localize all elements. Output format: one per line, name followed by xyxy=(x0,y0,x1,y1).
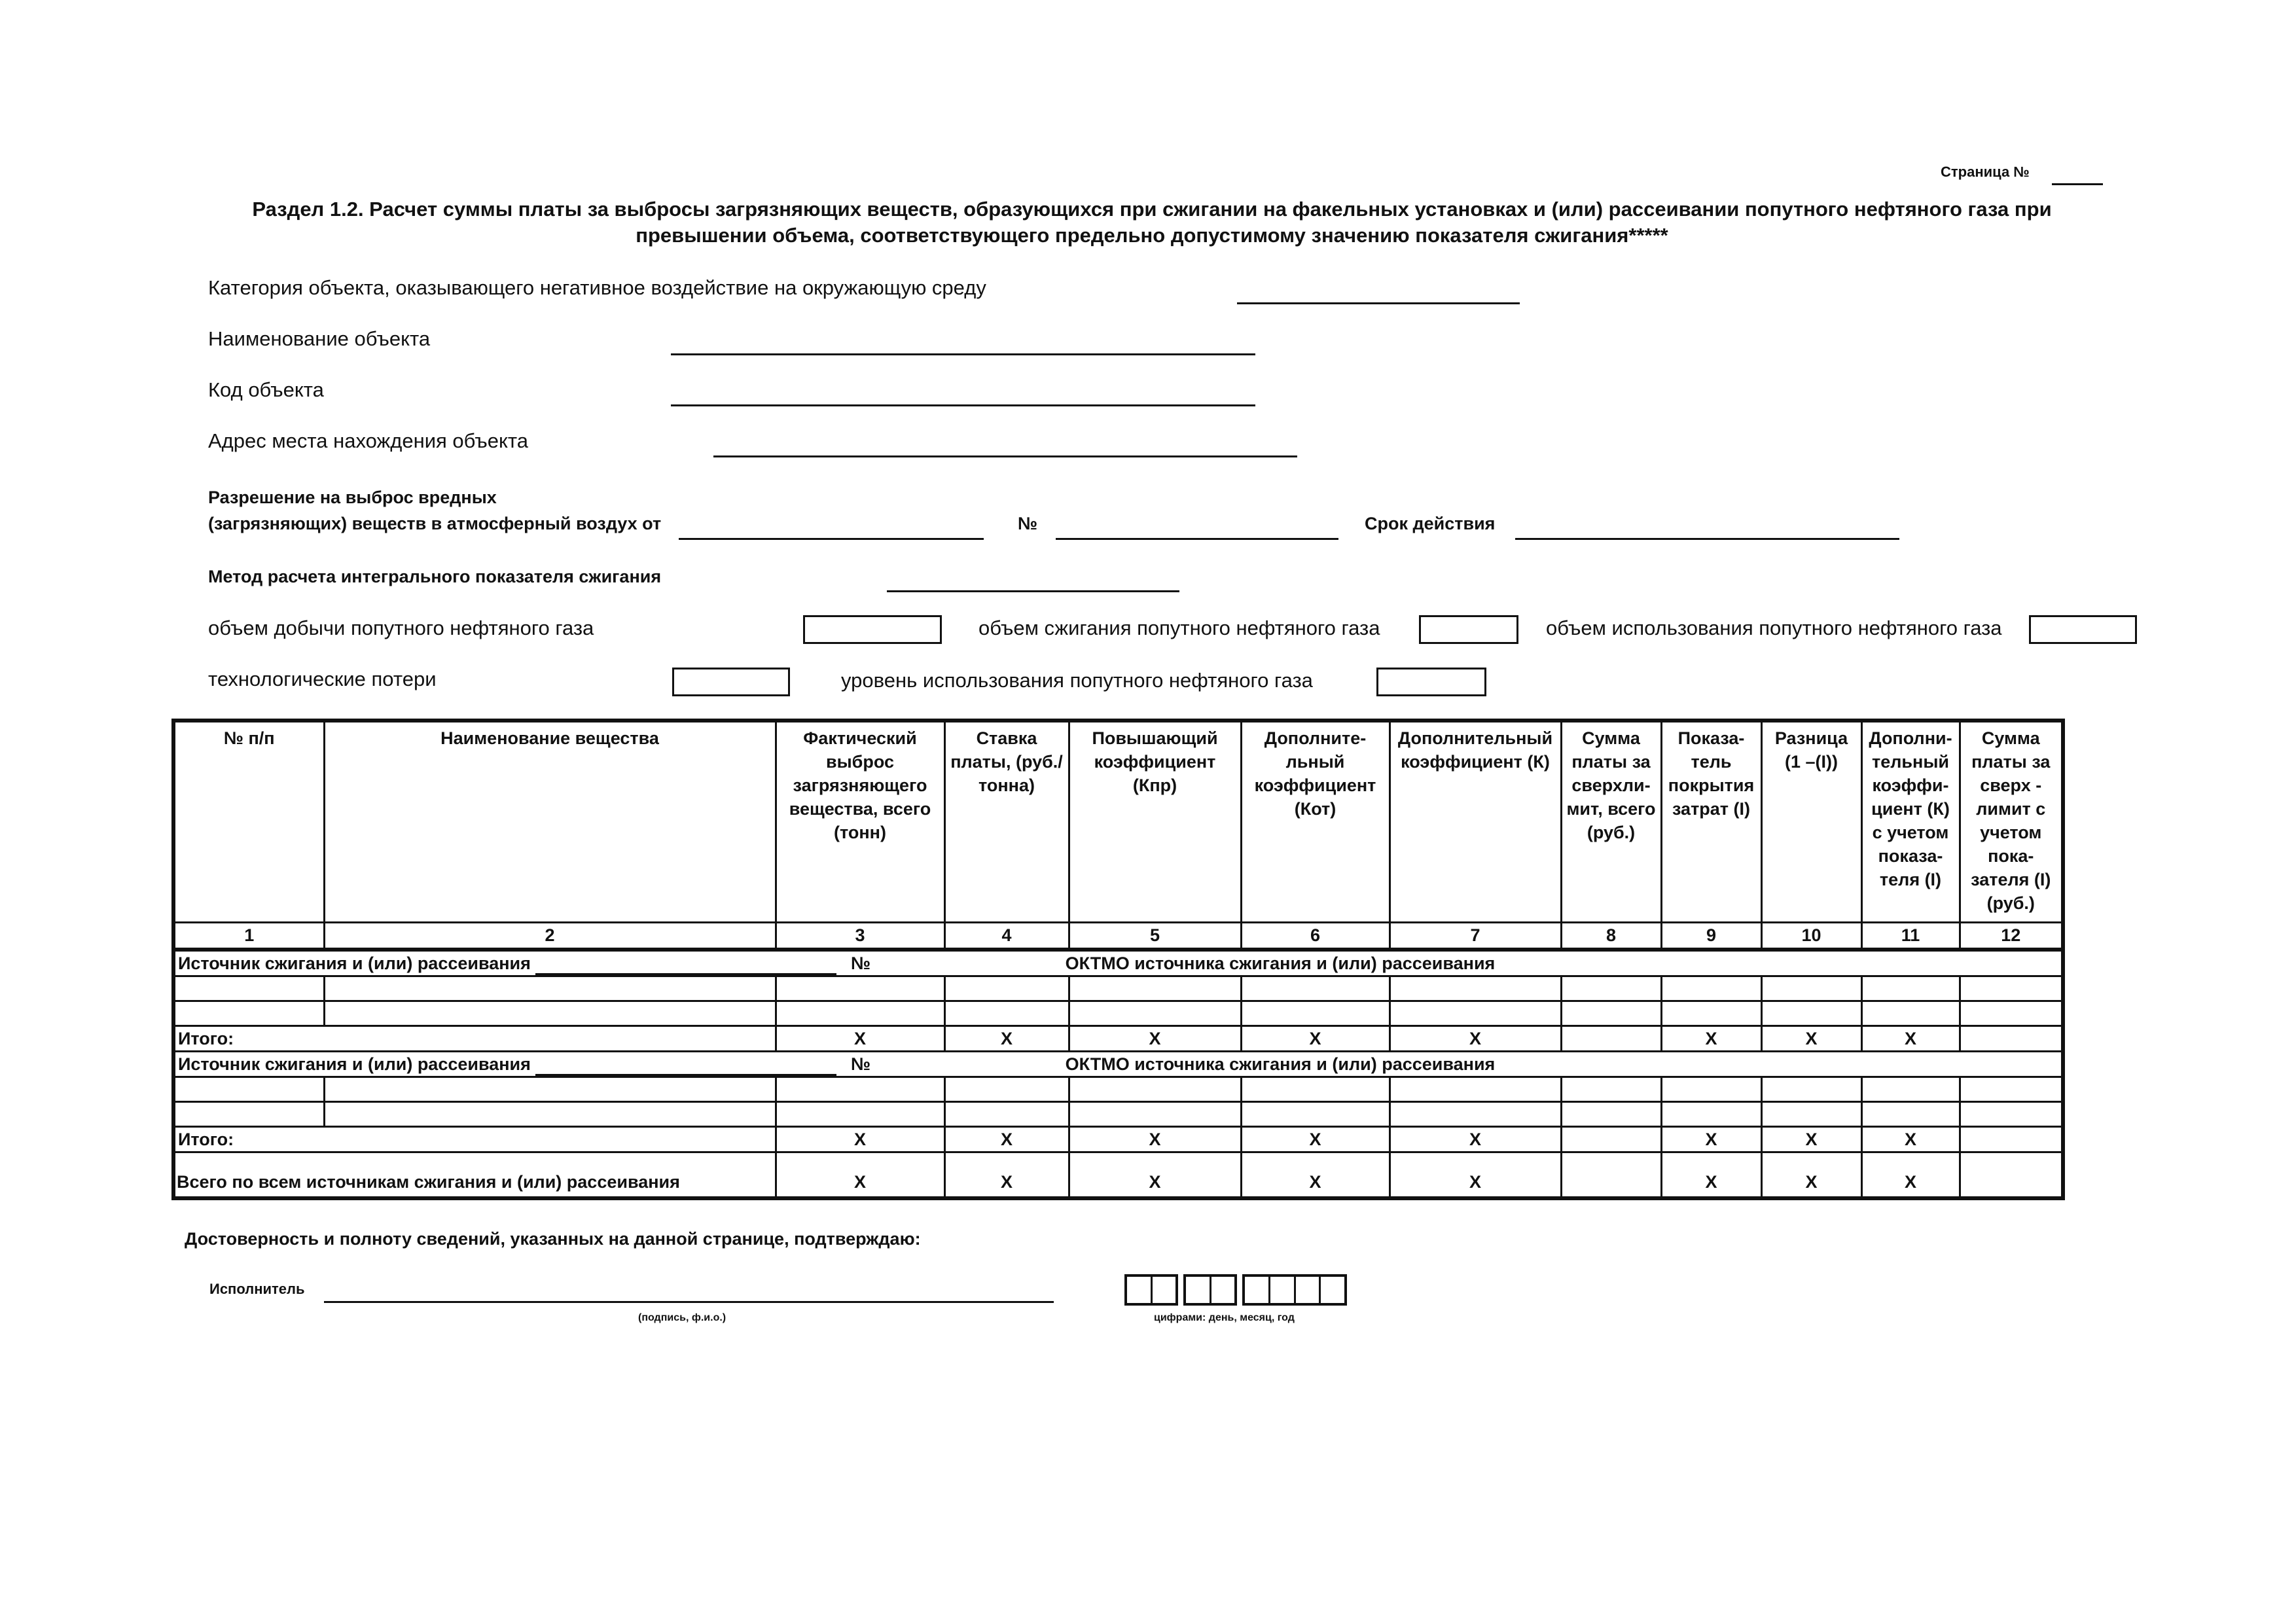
x-mark: X xyxy=(1661,1152,1761,1198)
header-cell: Ставка платы, (руб./тонна) xyxy=(944,721,1069,922)
column-number: 7 xyxy=(1390,922,1561,950)
date-month-box[interactable] xyxy=(1183,1274,1237,1306)
total-row xyxy=(173,1026,2063,1052)
source-cell xyxy=(173,1052,2063,1077)
address-field[interactable] xyxy=(713,455,1297,457)
usage-level-box[interactable] xyxy=(1376,668,1486,696)
source-cell xyxy=(173,950,2063,976)
production-volume-box[interactable] xyxy=(803,615,942,644)
source-label: Источник сжигания и (или) рассеивания xyxy=(178,954,531,973)
header-cell: Дополни-тельный коэффи-циент (К) с учетом показа-теля (I) xyxy=(1861,721,1960,922)
x-mark: X xyxy=(1761,1127,1861,1152)
x-mark: X xyxy=(1069,1152,1241,1198)
date-year-box[interactable] xyxy=(1242,1274,1347,1306)
method-field[interactable] xyxy=(887,590,1179,592)
x-mark: X xyxy=(776,1152,944,1198)
burning-volume-box[interactable] xyxy=(1419,615,1518,644)
x-mark: X xyxy=(944,1127,1069,1152)
source-row xyxy=(173,950,2063,976)
executor-label: Исполнитель xyxy=(209,1281,305,1297)
x-mark: X xyxy=(944,1152,1069,1198)
object-name-field[interactable] xyxy=(671,353,1255,355)
column-number: 5 xyxy=(1069,922,1241,950)
oktmo-label: ОКТМО источника сжигания и (или) рассеивания xyxy=(1065,1054,1496,1074)
tech-losses-label: технологические потери xyxy=(208,668,437,690)
header-cell: Дополните-льный коэффициент (Кот) xyxy=(1241,721,1390,922)
object-name-label: Наименование объекта xyxy=(208,327,431,350)
source-name-field[interactable] xyxy=(535,1057,836,1076)
x-mark: X xyxy=(1069,1026,1241,1052)
total-row xyxy=(173,1127,2063,1152)
usage-volume-label: объем использования попутного нефтяного газа xyxy=(1546,616,2002,639)
page-number-label: Страница № xyxy=(1941,164,2030,180)
x-mark: X xyxy=(944,1026,1069,1052)
total-label: Итого: xyxy=(173,1127,776,1152)
permit-label-line1: Разрешение на выброс вредных xyxy=(208,488,497,507)
column-number: 6 xyxy=(1241,922,1390,950)
x-mark: X xyxy=(1661,1026,1761,1052)
header-cell: № п/п xyxy=(173,721,324,922)
column-number: 4 xyxy=(944,922,1069,950)
x-mark: X xyxy=(1390,1152,1561,1198)
x-mark: X xyxy=(1761,1026,1861,1052)
method-label: Метод расчета интегрального показателя сжигания xyxy=(208,567,662,586)
header-cell: Дополнительный коэффициент (К) xyxy=(1390,721,1561,922)
table-row[interactable] xyxy=(173,1077,2063,1102)
total-label: Итого: xyxy=(173,1026,776,1052)
header-cell: Разница (1 –(I)) xyxy=(1761,721,1861,922)
page-number-field[interactable] xyxy=(2052,183,2103,185)
tech-losses-box[interactable] xyxy=(672,668,790,696)
total-sum-cell[interactable] xyxy=(1960,1127,2063,1152)
table-row[interactable] xyxy=(173,976,2063,1001)
column-number: 10 xyxy=(1761,922,1861,950)
permit-label-line2: (загрязняющих) веществ в атмосферный воздух от xyxy=(208,514,662,533)
total-sum-cell[interactable] xyxy=(1561,1026,1661,1052)
x-mark: X xyxy=(1390,1127,1561,1152)
permit-number-field[interactable] xyxy=(1056,538,1338,540)
x-mark: X xyxy=(1241,1026,1390,1052)
x-mark: X xyxy=(1069,1127,1241,1152)
x-mark: X xyxy=(1390,1026,1561,1052)
column-number-row xyxy=(173,922,2063,950)
source-row xyxy=(173,1052,2063,1077)
category-label: Категория объекта, оказывающего негативное воздействие на окружающую среду xyxy=(208,276,986,299)
x-mark: X xyxy=(1861,1127,1960,1152)
table-header-row xyxy=(173,721,2063,922)
object-code-field[interactable] xyxy=(671,404,1255,406)
grand-total-sum-cell[interactable] xyxy=(1960,1152,2063,1198)
executor-signature-field[interactable] xyxy=(324,1301,1054,1303)
column-number: 9 xyxy=(1661,922,1761,950)
header-cell: Повышающий коэффициент (Кпр) xyxy=(1069,721,1241,922)
source-number-sign: № xyxy=(850,954,871,973)
grand-total-sum-cell[interactable] xyxy=(1561,1152,1661,1198)
x-mark: X xyxy=(776,1026,944,1052)
x-mark: X xyxy=(1241,1127,1390,1152)
x-mark: X xyxy=(776,1127,944,1152)
column-number: 8 xyxy=(1561,922,1661,950)
oktmo-label: ОКТМО источника сжигания и (или) рассеивания xyxy=(1065,954,1496,973)
header-cell: Сумма платы за сверх - лимит с учетом пока-зателя (I) (руб.) xyxy=(1960,721,2063,922)
column-number: 11 xyxy=(1861,922,1960,950)
x-mark: X xyxy=(1861,1152,1960,1198)
permit-number-sign: № xyxy=(1018,514,1038,533)
section-title: Раздел 1.2. Расчет суммы платы за выбросы загрязняющих веществ, образующихся при сжигании на факельных установках и (или) рассеивании попутного нефтяного газа при превышении объема, соответствующего предельно допустимому значению показателя сжигания***** xyxy=(252,198,2052,247)
header-cell: Сумма платы за сверхли-мит, всего (руб.) xyxy=(1561,721,1661,922)
x-mark: X xyxy=(1661,1127,1761,1152)
validity-field[interactable] xyxy=(1515,538,1899,540)
permit-date-field[interactable] xyxy=(679,538,984,540)
signature-caption: (подпись, ф.и.о.) xyxy=(638,1312,726,1323)
column-number: 3 xyxy=(776,922,944,950)
calculation-table xyxy=(171,719,2065,1200)
header-cell: Показа-тель покрытия затрат (I) xyxy=(1661,721,1761,922)
date-caption: цифрами: день, месяц, год xyxy=(1154,1312,1295,1323)
column-number: 2 xyxy=(324,922,776,950)
grand-total-row xyxy=(173,1152,2063,1198)
usage-volume-box[interactable] xyxy=(2029,615,2137,644)
source-number-sign: № xyxy=(850,1054,871,1074)
header-cell: Наименование вещества xyxy=(324,721,776,922)
object-code-label: Код объекта xyxy=(208,378,324,401)
validity-label: Срок действия xyxy=(1365,514,1496,533)
x-mark: X xyxy=(1761,1152,1861,1198)
grand-total-label: Всего по всем источникам сжигания и (или) рассеивания xyxy=(173,1152,776,1198)
confirmation-text: Достоверность и полноту сведений, указанных на данной странице, подтверждаю: xyxy=(185,1229,921,1249)
column-number: 1 xyxy=(173,922,324,950)
table-row[interactable] xyxy=(173,1001,2063,1026)
table-row[interactable] xyxy=(173,1102,2063,1127)
total-sum-cell[interactable] xyxy=(1960,1026,2063,1052)
production-volume-label: объем добычи попутного нефтяного газа xyxy=(208,616,594,639)
column-number: 12 xyxy=(1960,922,2063,950)
address-label: Адрес места нахождения объекта xyxy=(208,429,529,452)
total-sum-cell[interactable] xyxy=(1561,1127,1661,1152)
header-cell: Фактический выброс загрязняющего вещества, всего (тонн) xyxy=(776,721,944,922)
date-day-box[interactable] xyxy=(1124,1274,1178,1306)
x-mark: X xyxy=(1861,1026,1960,1052)
burning-volume-label: объем сжигания попутного нефтяного газа xyxy=(978,616,1380,639)
usage-level-label: уровень использования попутного нефтяного газа xyxy=(841,669,1313,692)
category-field[interactable] xyxy=(1237,302,1520,304)
source-label: Источник сжигания и (или) рассеивания xyxy=(178,1054,531,1074)
source-name-field[interactable] xyxy=(535,956,836,975)
x-mark: X xyxy=(1241,1152,1390,1198)
